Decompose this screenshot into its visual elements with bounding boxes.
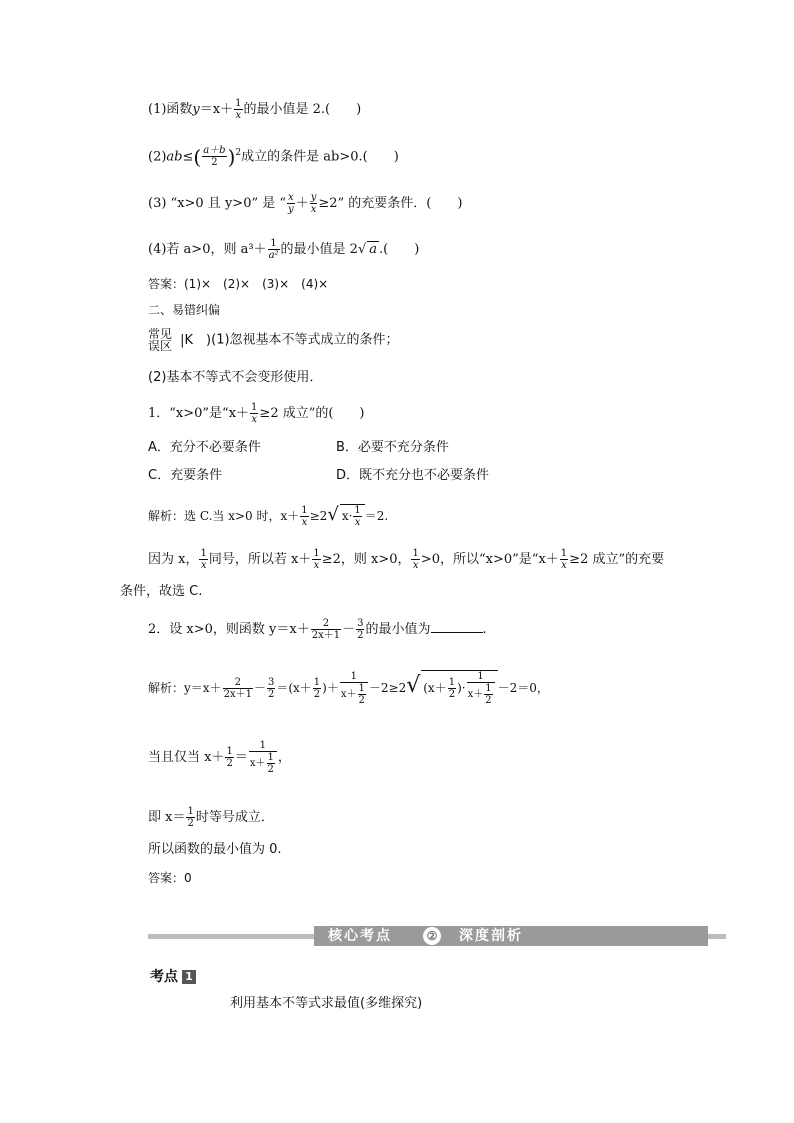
common-label: 常见 误区: [148, 327, 173, 353]
item-4: (4)若 a>0，则 a³＋ $\frac{1}{\text{a²}}$ 的最小值是 2√ a .( ): [148, 238, 420, 261]
q2-solution: 解析：y＝x＋ $\frac{2}{2x+1}$ － $\frac{3}{2}$ ＝(x＋ $\frac{1}{2}$ )＋ 1 x＋ $\frac{1}{2}$ －2≥2√ (x＋ $\frac{1}{2}$ )· 1 x＋ $\frac{1}{2}$ －2＝0，: [148, 671, 549, 706]
answer-blank[interactable]: [431, 620, 483, 633]
fraction: $\frac{1}{x}$: [301, 505, 308, 528]
misconception-2: (2)基本不等式不会变形使用．: [148, 370, 323, 385]
banner-left: 核心考点: [328, 928, 392, 944]
q2-conclusion: 所以函数的最小值为 0.: [148, 842, 282, 857]
fraction: $\frac{1}{x}$: [235, 98, 242, 121]
sqrt-symbol: √: [406, 673, 421, 698]
fraction: $\frac{y}{x}$: [310, 192, 317, 215]
question-1: 1．“x>0”是“x＋ $\frac{1}{x}$ ≥2 成立”的( ): [148, 402, 365, 425]
option-d: D．既不充分也不必要条件: [336, 468, 490, 483]
question-2: 2．设 x>0，则函数 y＝x＋ $\frac{2}{2x+1}$ － $\frac{3}{2}$ 的最小值为 .: [148, 618, 487, 641]
fraction: $\frac{1}{x}$: [251, 402, 258, 425]
item-2: (2)ab≤( $\frac{a+b}{2}$ )$^2$成立的条件是 ab>0.( ): [148, 144, 399, 169]
topic-title: 利用基本不等式求最值(多维探究): [230, 996, 423, 1011]
q2-ie: 即 x＝ $\frac{1}{2}$ 时等号成立．: [148, 806, 274, 829]
sqrt-symbol: √: [357, 242, 367, 257]
option-a: A．充分不必要条件: [148, 440, 261, 455]
section-banner: [148, 926, 726, 946]
fraction: $\frac{x}{y}$: [288, 192, 294, 215]
item-3: (3) “x>0 且 y>0” 是 “ $\frac{x}{y}$ ＋ $\frac{y}{x}$ ≥2” 的充要条件．( ): [148, 192, 463, 215]
fraction: $\frac{a+b}{2}$: [203, 145, 226, 169]
kaodian-heading: 考点 1: [150, 966, 196, 986]
q2-answer: 答案：0: [148, 871, 192, 885]
q1-explanation: 因为 x， $\frac{1}{x}$ 同号，所以若 x＋ $\frac{1}{x}$ ≥2，则 x>0， $\frac{1}{x}$ >0，所以“x>0”是“x＋ $\frac{1}{x}$ ≥2 成立”的充要: [148, 548, 665, 571]
fraction: $\frac{1}{\text{a²}}$: [268, 238, 279, 261]
banner-circle-icon: ②: [423, 927, 441, 945]
q1-solution: 解析：选 C.当 x>0 时，x＋ $\frac{1}{x}$ ≥2√ x· $\frac{1}{x}$ ＝2.: [148, 504, 389, 528]
banner-right: 深度剖析: [459, 928, 523, 944]
icon-box: |K ): [180, 332, 212, 348]
sqrt-symbol: √: [327, 504, 339, 525]
item-1: (1)函数y＝x＋ $\frac{1}{x}$ 的最小值是 2.( ): [148, 98, 362, 121]
section-title-2: 二、易错纠偏: [148, 303, 221, 317]
misconception-block: 常见 误区 |K )(1)忽视基本不等式成立的条件；: [148, 327, 399, 353]
option-b: B．必要不充分条件: [336, 440, 449, 455]
answer-1: 答案：(1)× (2)× (3)× (4)×: [148, 277, 329, 291]
option-c: C．充要条件: [148, 468, 223, 483]
q1-explanation-end: 条件，故选 C.: [120, 584, 203, 599]
q2-equality-condition: 当且仅当 x＋ $\frac{1}{2}$ ＝ 1 x＋ $\frac{1}{2}$ ，: [148, 740, 291, 775]
